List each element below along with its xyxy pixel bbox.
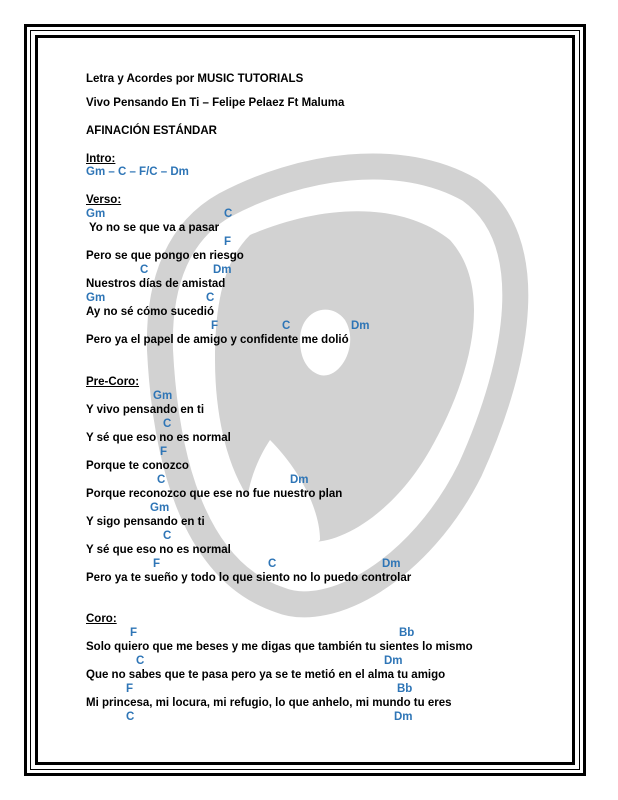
chord: C xyxy=(126,711,135,723)
chord: C xyxy=(268,558,277,570)
chord: C xyxy=(163,418,172,430)
intro-heading: Intro: xyxy=(86,153,116,165)
chord: Gm xyxy=(86,292,106,304)
coro-heading: Coro: xyxy=(86,613,117,625)
chord: Dm xyxy=(394,711,413,723)
lyric-line: Porque te conozco xyxy=(86,460,189,472)
chord: F xyxy=(130,627,138,639)
lyric-line: Y sé que eso no es normal xyxy=(86,544,231,556)
lyric-line: Mi princesa, mi locura, mi refugio, lo que anhelo, mi mundo tu eres xyxy=(86,697,452,709)
lyric-line: Porque reconozco que ese no fue nuestro plan xyxy=(86,488,343,500)
chord: F xyxy=(160,446,168,458)
lyric-line: Yo no se que va a pasar xyxy=(86,222,220,234)
lyric-line: Pero ya el papel de amigo y confidente me dolió xyxy=(86,334,349,346)
chord: C xyxy=(136,655,145,667)
chord: F xyxy=(211,320,219,332)
lyric-line: Pero se que pongo en riesgo xyxy=(86,250,244,262)
chord: Gm xyxy=(153,390,173,402)
chord: Gm xyxy=(150,502,170,514)
lyric-line: Y sé que eso no es normal xyxy=(86,432,231,444)
chord: Dm xyxy=(213,264,232,276)
chord: Gm xyxy=(86,208,106,220)
precoro-heading: Pre-Coro: xyxy=(86,376,140,388)
chord: C xyxy=(282,320,291,332)
chord: F xyxy=(126,683,134,695)
lyric-line: Pero ya te sueño y todo lo que siento no lo puedo controlar xyxy=(86,572,412,584)
chord: Dm xyxy=(382,558,401,570)
lyric-line: Nuestros días de amistad xyxy=(86,278,226,290)
credits-line: Letra y Acordes por MUSIC TUTORIALS xyxy=(86,73,304,85)
verso-heading: Verso: xyxy=(86,194,122,206)
chord: C xyxy=(163,530,172,542)
lyric-line: Y sigo pensando en ti xyxy=(86,516,205,528)
chord: Bb xyxy=(399,627,415,639)
chord: Bb xyxy=(397,683,413,695)
chord: F xyxy=(153,558,161,570)
chord: Dm xyxy=(384,655,403,667)
lyric-line: Que no sabes que te pasa pero ya se te metió en el alma tu amigo xyxy=(86,669,446,681)
chord: F xyxy=(224,236,232,248)
lyric-line: Solo quiero que me beses y me digas que también tu sientes lo mismo xyxy=(86,641,473,653)
song-title: Vivo Pensando En Ti – Felipe Pelaez Ft Maluma xyxy=(86,97,345,109)
chord: C xyxy=(206,292,215,304)
tuning-label: AFINACIÓN ESTÁNDAR xyxy=(86,125,217,137)
lyric-line: Y vivo pensando en ti xyxy=(86,404,205,416)
chord: Dm xyxy=(290,474,309,486)
intro-chords: Gm – C – F/C – Dm xyxy=(86,166,189,178)
lyric-line: Ay no sé cómo sucedió xyxy=(86,306,215,318)
chord: C xyxy=(157,474,166,486)
chord: C xyxy=(224,208,233,220)
chord: C xyxy=(140,264,149,276)
chord: Dm xyxy=(351,320,370,332)
